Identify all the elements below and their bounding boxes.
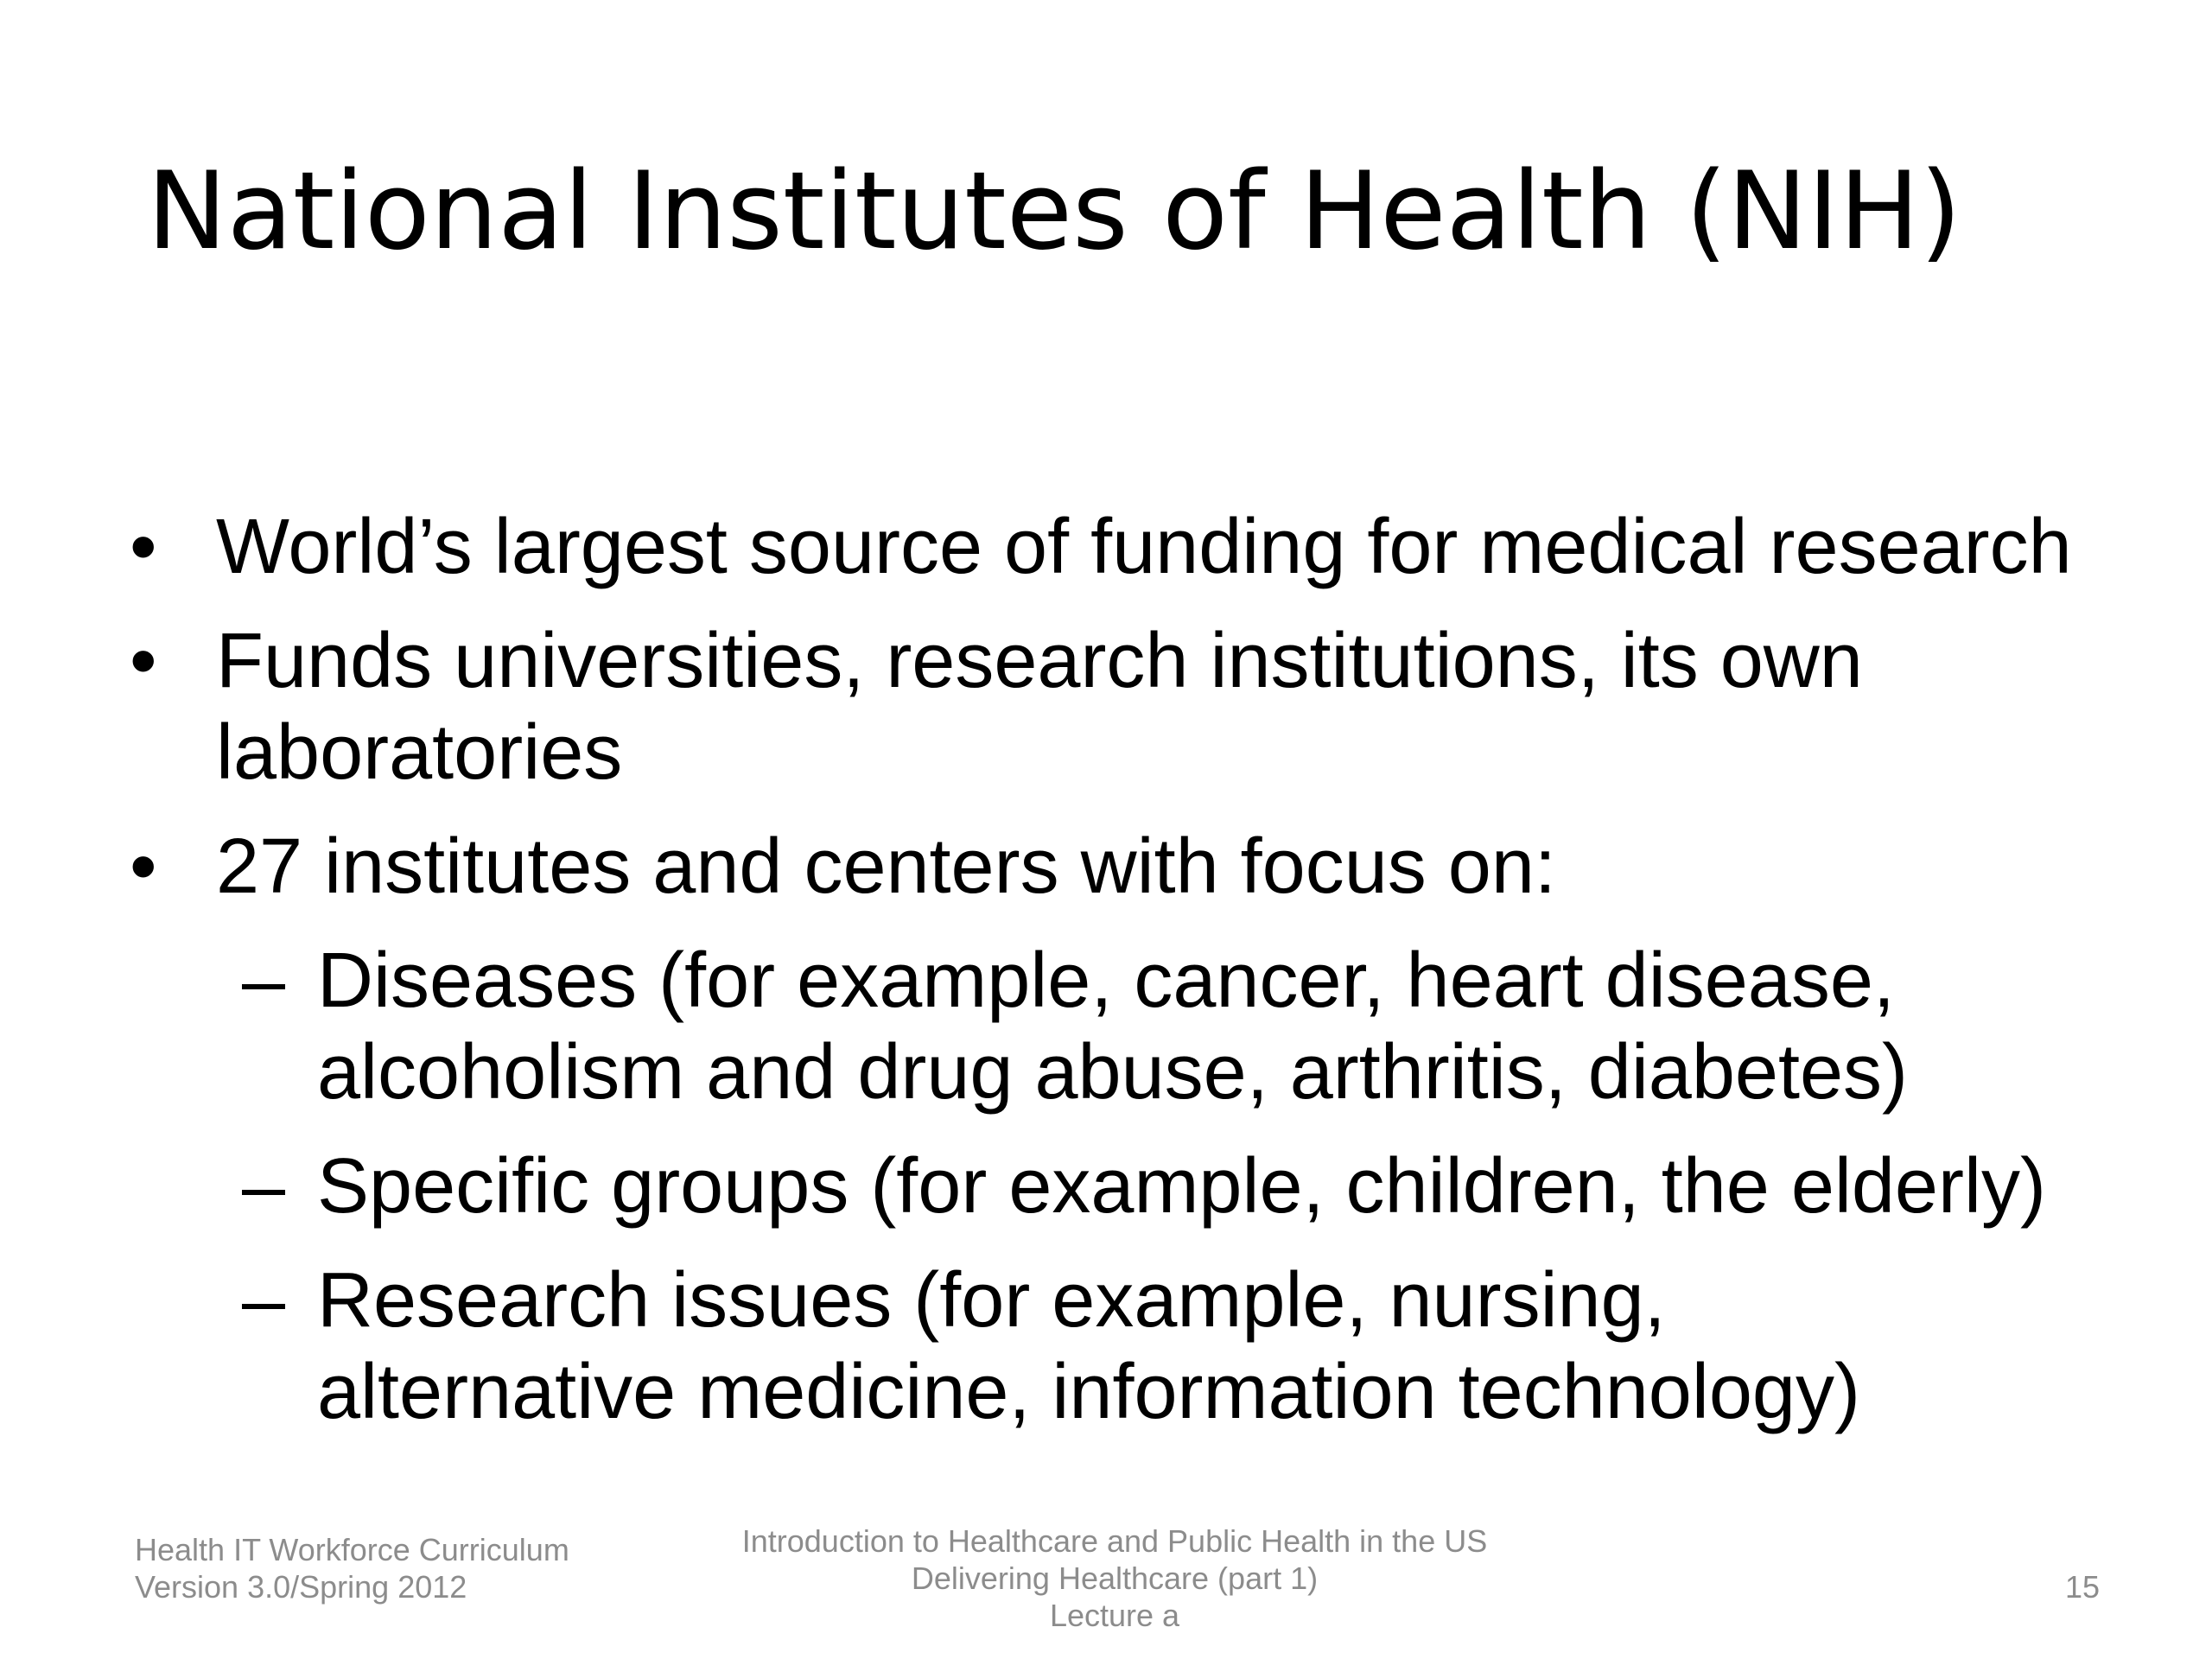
bullet-item: [130, 501, 2117, 593]
sub-bullet-marker: –: [242, 1143, 286, 1230]
footer-course-title: Introduction to Healthcare and Public Health in the US: [741, 1523, 1488, 1559]
footer-unit-title: Delivering Healthcare (part 1): [911, 1560, 1319, 1596]
footer-lecture: Lecture a: [1049, 1598, 1180, 1633]
slide-title: National Institutes of Health (NIH): [147, 149, 1961, 274]
sub-bullet-item: [242, 1141, 2114, 1232]
sub-bullet-item: [242, 1255, 2114, 1438]
bullet-item: [130, 615, 2117, 798]
sub-bullet-text: Specific groups (for example, children, the elderly): [317, 1143, 2046, 1230]
bullet-list: [130, 501, 2117, 1460]
bullet-marker: •: [130, 823, 157, 910]
sub-bullet-text: Diseases (for example, cancer, heart disease, alcoholism and drug abuse, arthritis, diabetes): [317, 938, 1909, 1116]
sub-bullet-text: Research issues (for example, nursing, alternative medicine, information technology): [317, 1257, 1860, 1435]
bullet-marker: •: [130, 504, 157, 590]
sub-bullet-item: [242, 935, 2114, 1118]
bullet-text: 27 institutes and centers with focus on:: [216, 823, 1556, 910]
footer-curriculum: [135, 1531, 569, 1605]
bullet-item: [130, 821, 2117, 912]
page-number: 15: [2064, 1569, 2100, 1605]
bullet-text: World’s largest source of funding for medical research: [216, 504, 2072, 590]
bullet-text: Funds universities, research institutions, its own laboratories: [216, 618, 1863, 796]
footer-curriculum-name: Health IT Workforce Curriculum: [135, 1532, 569, 1567]
bullet-marker: •: [130, 618, 157, 704]
sub-bullet-marker: –: [242, 938, 286, 1024]
footer-version: Version 3.0/Spring 2012: [135, 1569, 467, 1605]
sub-bullet-marker: –: [242, 1257, 286, 1344]
footer-course-info: [657, 1522, 1573, 1634]
